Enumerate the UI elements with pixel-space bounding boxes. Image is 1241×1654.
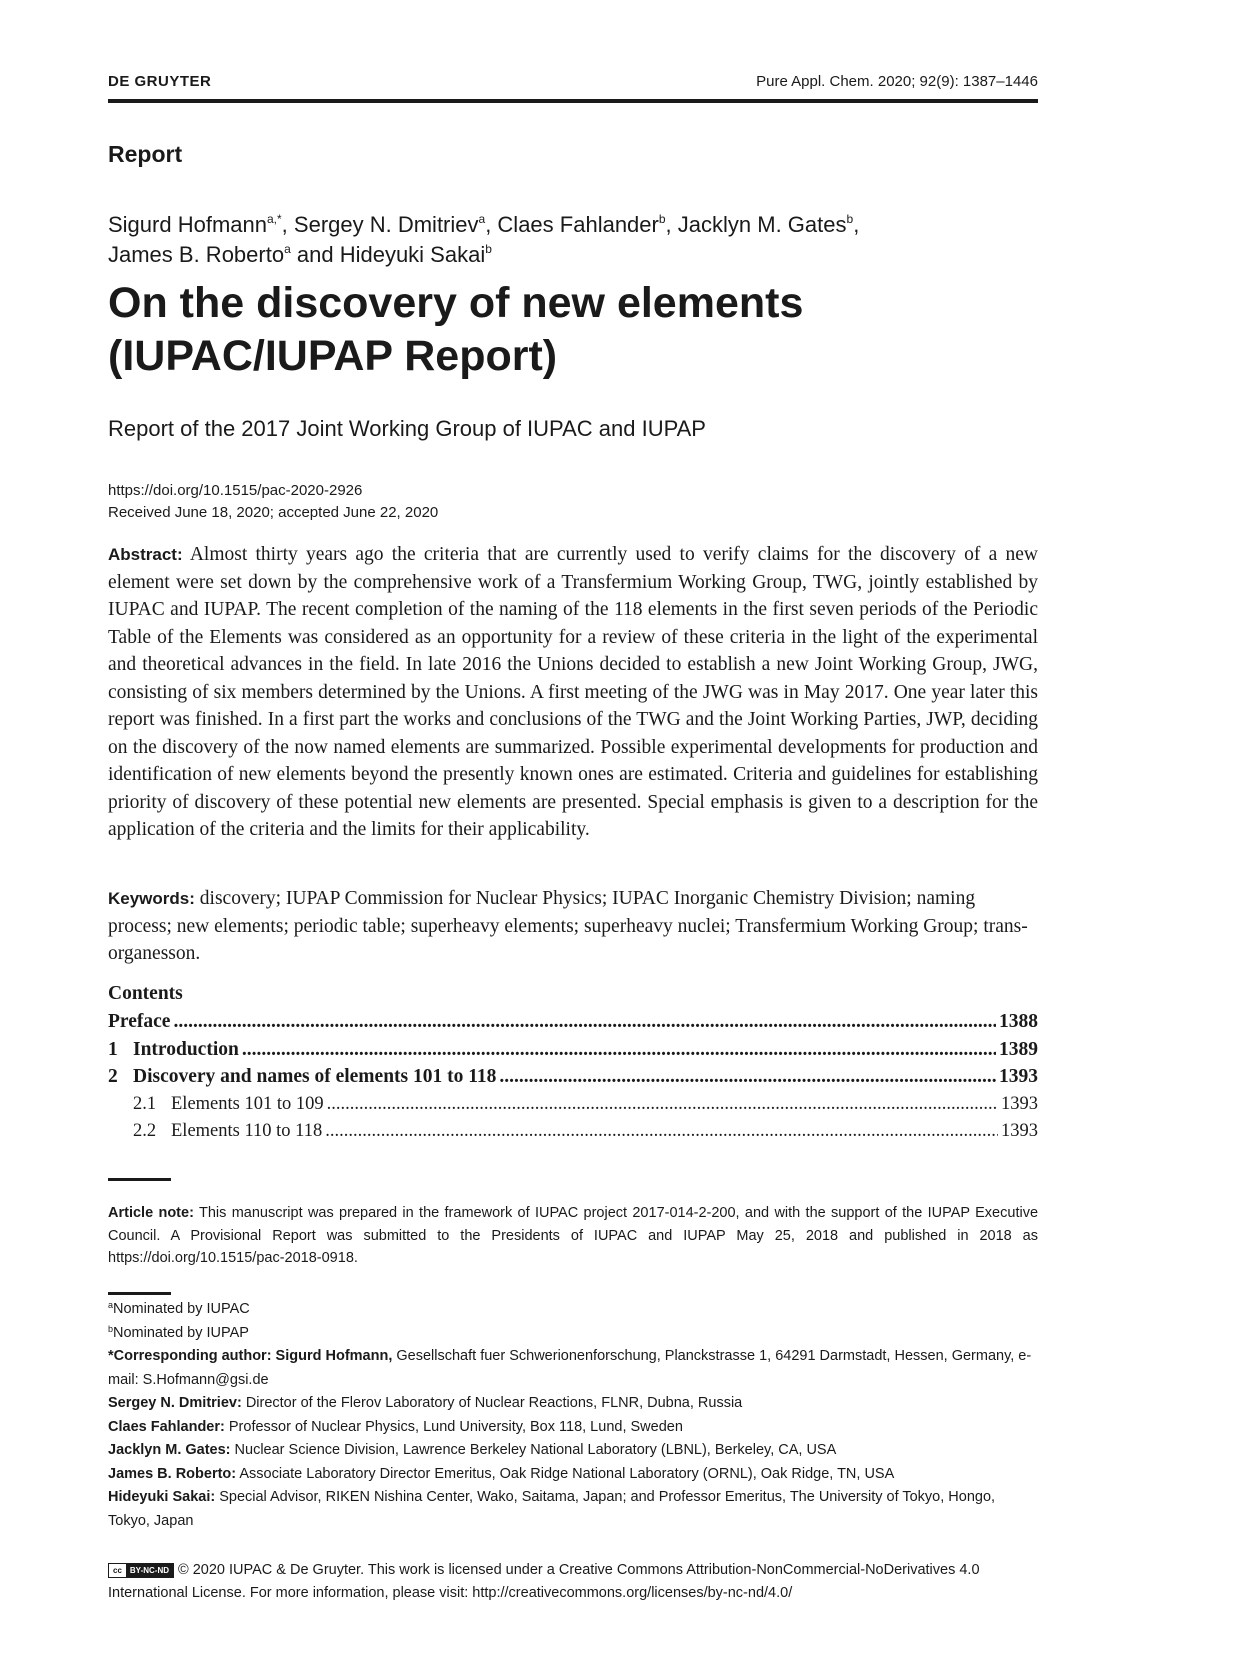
toc-page: 1389 <box>999 1038 1038 1060</box>
article-note-text: This manuscript was prepared in the framework of IUPAC project 2017-014-2-200, and with the support of the IUPAP Executive Council. A Provisional Report was submitted to the Presidents of IUPAC and IUPAP May 25, 2018 and published in 2018 as https://doi.org/10.1515/pac-2018-0918. <box>108 1205 1039 1266</box>
keywords-text: discovery; IUPAP Commission for Nuclear Physics; IUPAC Inorganic Chemistry Division; naming process; new elements; periodic table; superheavy elements; superheavy nuclei; Transfermium Working Group; trans-organesson. <box>108 888 1028 964</box>
title-line: On the discovery of new elements <box>108 279 804 327</box>
abstract-label: Abstract: <box>108 545 183 564</box>
toc-page: 1393 <box>999 1066 1038 1087</box>
running-header <box>108 73 1038 95</box>
toc-title: Preface <box>108 1011 171 1032</box>
doi-block <box>108 480 438 524</box>
received-dates: Received June 18, 2020; accepted June 22, 2020 <box>108 504 439 521</box>
author: James B. Roberto$^a$ <box>108 242 291 267</box>
toc-number: 2.1 <box>133 1093 157 1114</box>
toc-number: 2.2 <box>133 1121 157 1141</box>
toc-number: 1 <box>108 1038 118 1060</box>
affiliation-corresponding: *Corresponding author: Sigurd Hofmann, Gesellschaft fuer Schwerionenforschung, Planckstrasse 1, 64291 Darmstadt, Hessen, Germany, e-mail: S.Hofmann@gsi.de <box>108 1348 1032 1388</box>
toc-entry-elements-101-109[interactable] <box>108 1091 1038 1119</box>
toc-leader <box>325 1118 998 1146</box>
note-divider <box>108 1178 171 1181</box>
table-of-contents <box>108 980 1038 1146</box>
author: Sergey N. Dmitriev$^a$ <box>293 212 486 237</box>
doi-link[interactable]: https://doi.org/10.1515/pac-2020-2926 <box>108 482 363 499</box>
header-rule <box>108 99 1038 103</box>
toc-title: Introduction <box>133 1038 239 1060</box>
toc-page: 1393 <box>1001 1121 1038 1141</box>
license-text: © 2020 IUPAC & De Gruyter. This work is licensed under a Creative Commons Attribution-NonCommercial-NoDerivatives 4.0 International License. For more information, please visit: http://creativecommons.org/licenses/by-nc-nd/4.0/ <box>108 1562 980 1601</box>
author: Hideyuki Sakai$^b$ <box>339 242 492 267</box>
author-line-1: Sigurd Hofmann$^{a,*}$, Sergey N. Dmitriev$^a$, Claes Fahlander$^b$, Jacklyn M. Gates$^b$, <box>108 212 860 237</box>
license-statement <box>108 1559 1038 1605</box>
author: Claes Fahlander$^b$ <box>497 212 666 237</box>
author-list <box>108 210 1038 270</box>
toc-entry-discovery[interactable] <box>108 1063 1038 1091</box>
toc-entry-elements-110-118[interactable] <box>108 1118 1038 1146</box>
footnotes <box>108 1298 1038 1533</box>
toc-leader <box>327 1091 998 1119</box>
affiliation: Claes Fahlander: Professor of Nuclear Physics, Lund University, Box 118, Lund, Sweden <box>108 1418 683 1435</box>
article-note <box>108 1202 1038 1270</box>
abstract <box>108 541 1038 844</box>
footnote-nominated-a: $^a$Nominated by IUPAC <box>108 1300 250 1317</box>
toc-leader <box>242 1036 996 1064</box>
abstract-text: Almost thirty years ago the criteria that are currently used to verify claims for the discovery of a new element were set down by the comprehensive work of a Transfermium Working Group, TWG, jointly established by IUPAC and IUPAP. The recent completion of the naming of the 118 elements in the first seven periods of the Periodic Table of the Elements was considered as an opportunity for a review of these criteria in the light of the experimental and theoretical advances in the field. In late 2016 the Unions decided to establish a new Joint Working Group, JWG, consisting of six members determined by the Unions. A first meeting of the JWG was in May 2017. One year later this report was finished. In a first part the works and conclusions of the TWG and the Joint Working Parties, JWP, deciding on the discovery of the now named elements are summarized. Possible experimental developments for production and identification of new elements beyond the presently known ones are estimated. Criteria and guidelines for establishing priority of discovery of these potential new elements are presented. Special emphasis is given to a description for the application of the criteria and the limits for their applicability. <box>108 544 1038 840</box>
article-note-label: Article note: <box>108 1205 194 1221</box>
toc-entry-introduction[interactable] <box>108 1036 1038 1064</box>
affiliation: Jacklyn M. Gates: Nuclear Science Division, Lawrence Berkeley National Laboratory (LBNL), Berkeley, CA, USA <box>108 1442 837 1458</box>
author: Sigurd Hofmann$^{a,*}$ <box>108 212 282 237</box>
toc-title: Elements 110 to 118 <box>171 1121 323 1141</box>
toc-number: 2 <box>108 1066 118 1087</box>
toc-title: Discovery and names of elements 101 to 118 <box>133 1066 497 1087</box>
toc-page: 1388 <box>999 1011 1038 1032</box>
journal-reference: Pure Appl. Chem. 2020; 92(9): 1387–1446 <box>756 73 1038 90</box>
toc-entry-preface[interactable] <box>108 1008 1038 1036</box>
author: Jacklyn M. Gates$^b$ <box>677 212 854 237</box>
affiliation: James B. Roberto: Associate Laboratory Director Emeritus, Oak Ridge National Laboratory (ORNL), Oak Ridge, TN, USA <box>108 1465 895 1482</box>
author-line-2: James B. Roberto$^a$ and Hideyuki Sakai$^b$ <box>108 242 492 267</box>
publisher-name: DE GRUYTER <box>108 73 212 90</box>
toc-page: 1393 <box>1001 1093 1038 1114</box>
contents-heading: Contents <box>108 983 183 1004</box>
toc-leader <box>173 1008 996 1036</box>
title-line: (IUPAC/IUPAP Report) <box>108 332 558 380</box>
toc-leader <box>499 1063 996 1091</box>
paper-title <box>108 277 1038 383</box>
cc-license-icon[interactable]: cc BY-NC-ND <box>108 1563 174 1578</box>
paper-subtitle: Report of the 2017 Joint Working Group of IUPAC and IUPAP <box>108 416 706 441</box>
section-label: Report <box>108 141 183 167</box>
keywords <box>108 885 1038 968</box>
toc-title: Elements 101 to 109 <box>171 1093 324 1114</box>
footnote-nominated-b: $^b$Nominated by IUPAP <box>108 1323 249 1341</box>
keywords-label: Keywords: <box>108 889 195 908</box>
footnote-divider <box>108 1292 171 1295</box>
affiliation: Sergey N. Dmitriev: Director of the Flerov Laboratory of Nuclear Reactions, FLNR, Dubna, Russia <box>108 1395 743 1411</box>
affiliation: Hideyuki Sakai: Special Advisor, RIKEN Nishina Center, Wako, Saitama, Japan; and Professor Emeritus, The University of Tokyo, Hongo, Tokyo, Japan <box>108 1489 996 1529</box>
